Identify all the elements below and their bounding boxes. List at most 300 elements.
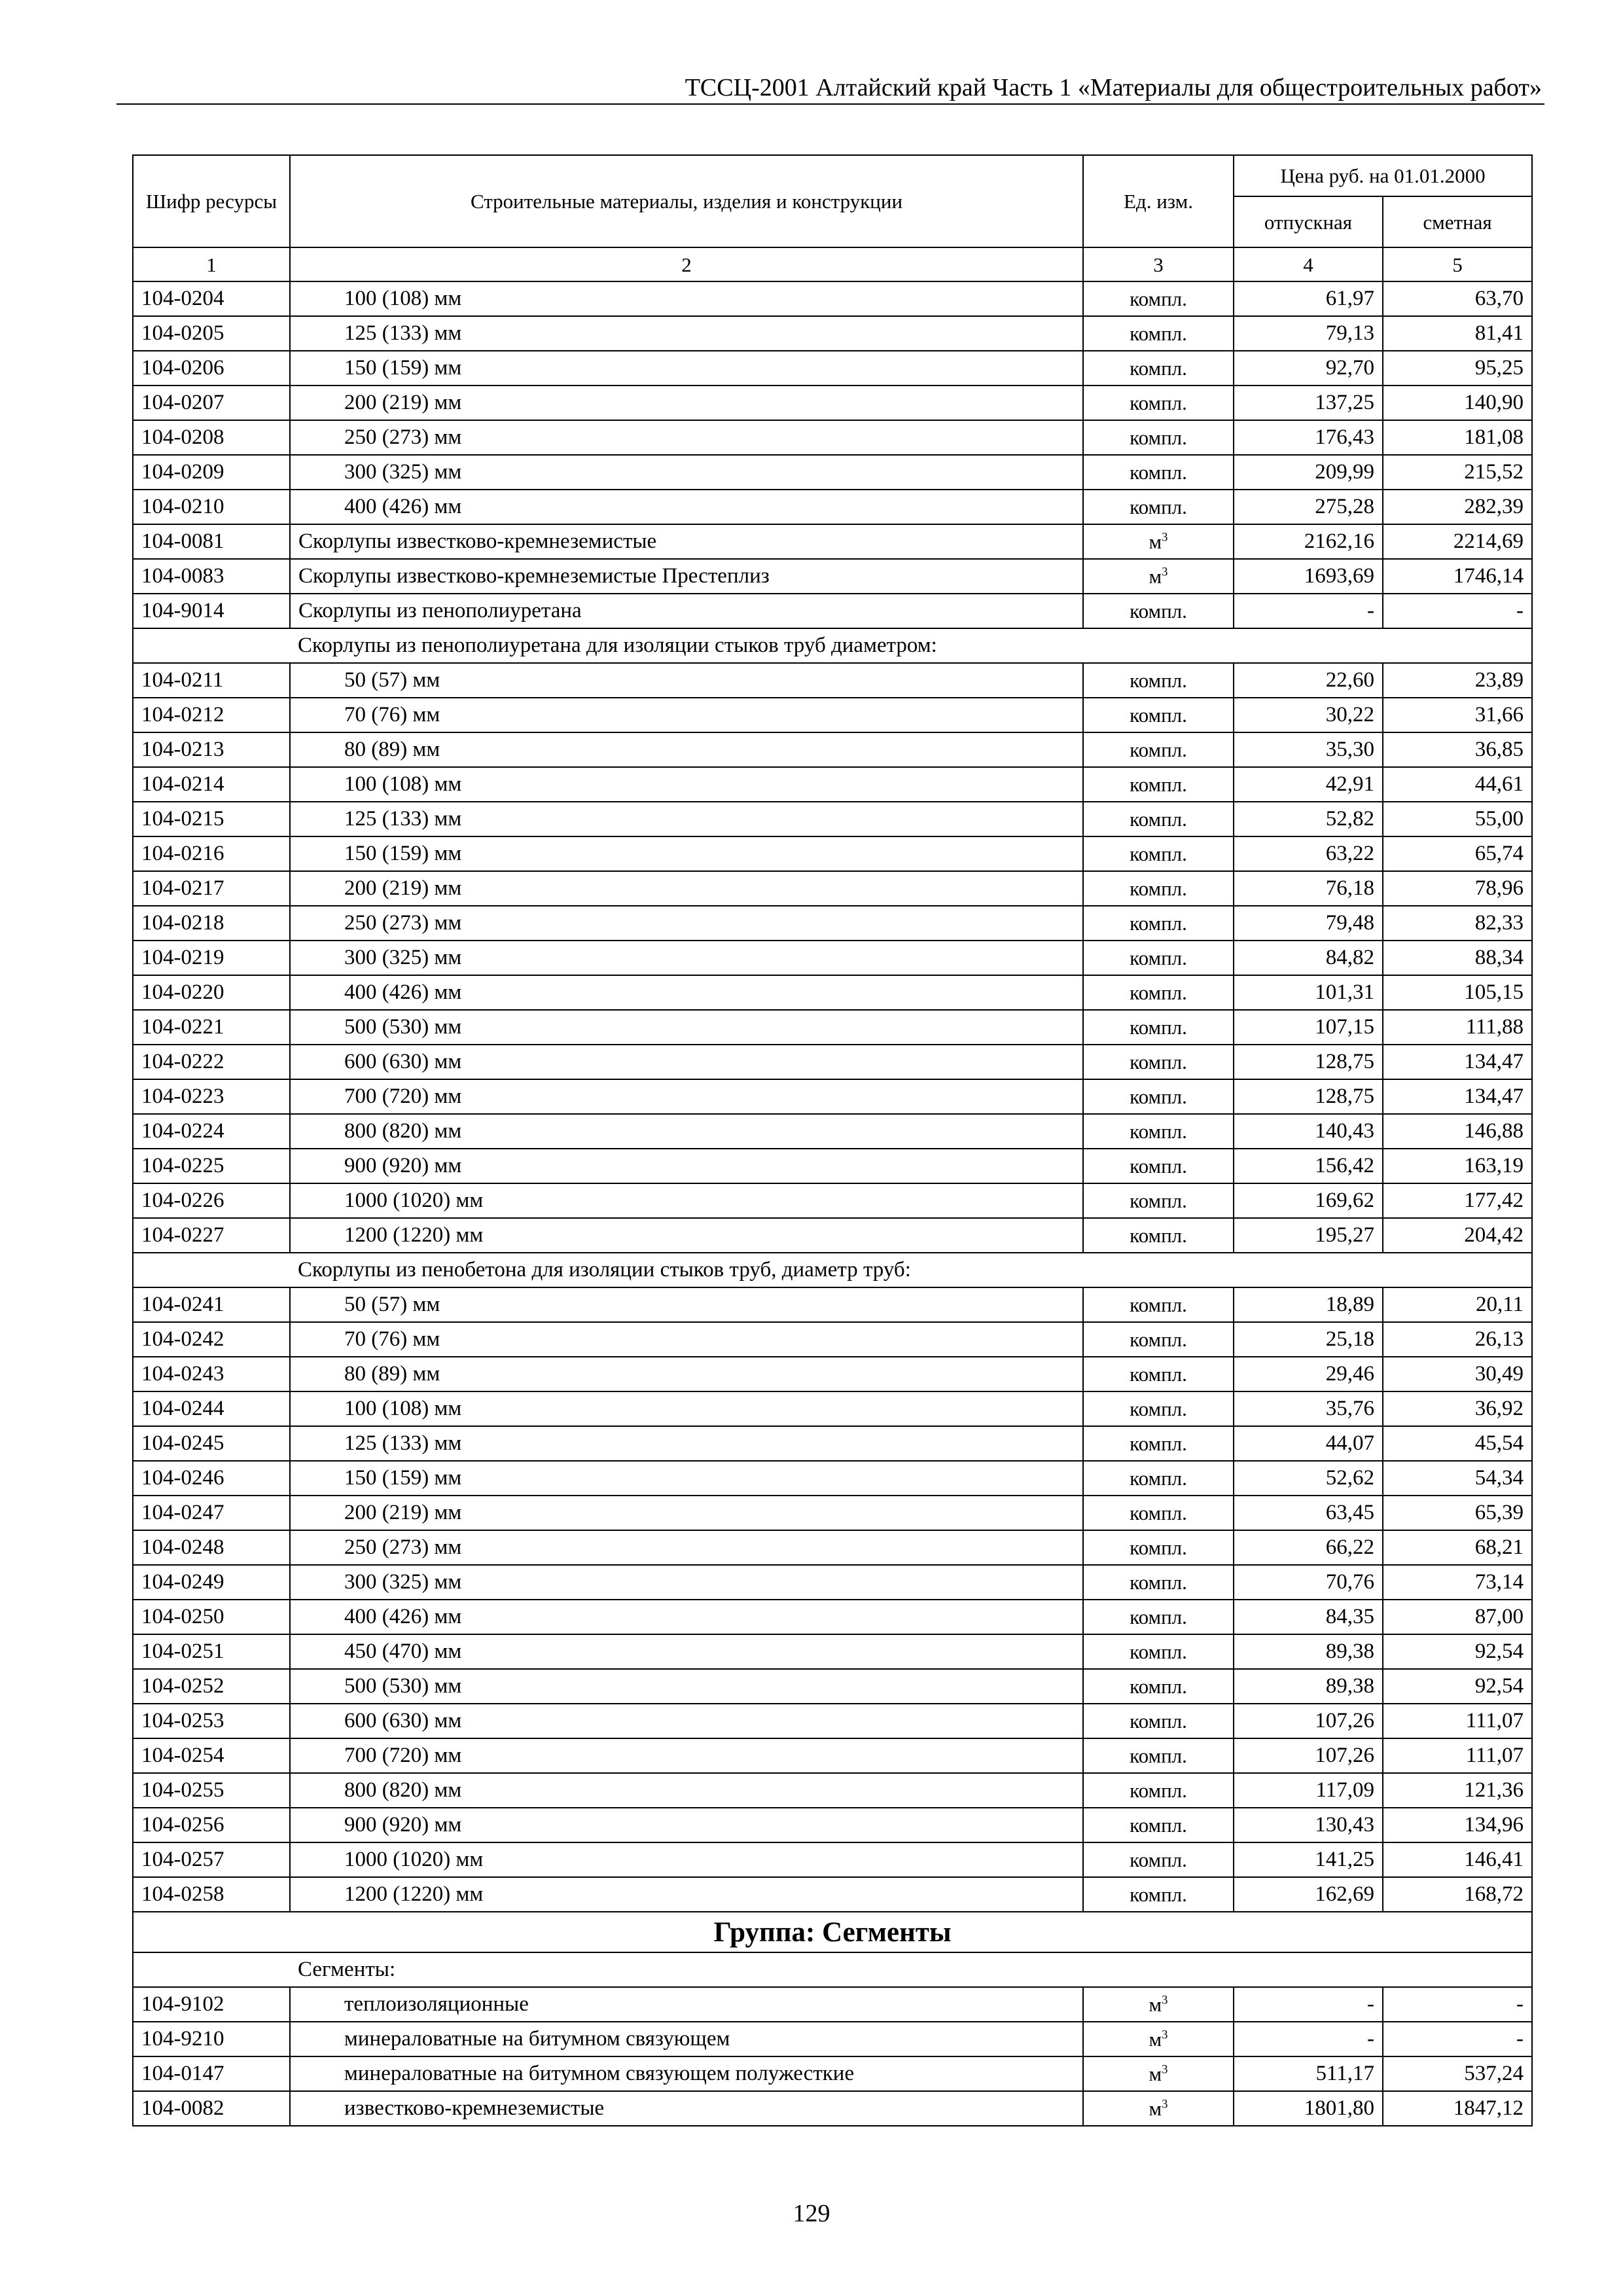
unit-label: м xyxy=(1149,2028,1162,2051)
resource-code: 104-0241 xyxy=(133,1287,290,1322)
resource-code: 104-0222 xyxy=(133,1045,290,1079)
group-heading: Группа: Сегменты xyxy=(133,1912,1532,1952)
unit-cell xyxy=(1083,1877,1234,1912)
release-price: 18,89 xyxy=(1234,1287,1383,1322)
resource-code: 104-0211 xyxy=(133,663,290,698)
col-number: 2 xyxy=(290,247,1083,281)
estimate-price: 30,49 xyxy=(1383,1357,1532,1391)
material-name: 200 (219) мм xyxy=(290,1496,1083,1530)
group-row xyxy=(133,1912,1532,1952)
resource-code: 104-0205 xyxy=(133,316,290,351)
estimate-price: 92,54 xyxy=(1383,1669,1532,1704)
resource-code: 104-0218 xyxy=(133,906,290,941)
estimate-price: 92,54 xyxy=(1383,1634,1532,1669)
unit-label: компл. xyxy=(1130,357,1187,380)
material-name: 200 (219) мм xyxy=(290,871,1083,906)
resource-code: 104-0216 xyxy=(133,836,290,871)
table-row xyxy=(133,524,1532,559)
table-row xyxy=(133,941,1532,975)
unit-label: компл. xyxy=(1130,1432,1187,1455)
unit-cell xyxy=(1083,559,1234,594)
release-price: 169,62 xyxy=(1234,1183,1383,1218)
material-name: 50 (57) мм xyxy=(290,1287,1083,1322)
unit-cell xyxy=(1083,1426,1234,1461)
release-price: 176,43 xyxy=(1234,420,1383,455)
material-name: 100 (108) мм xyxy=(290,1391,1083,1426)
table-row xyxy=(133,490,1532,524)
unit-label: компл. xyxy=(1130,1224,1187,1247)
resource-code: 104-0214 xyxy=(133,767,290,802)
estimate-price: 81,41 xyxy=(1383,316,1532,351)
unit-label: м xyxy=(1149,565,1162,588)
material-name: минераловатные на битумном связующем полужесткие xyxy=(290,2056,1083,2091)
material-name: 250 (273) мм xyxy=(290,420,1083,455)
resource-code: 104-0243 xyxy=(133,1357,290,1391)
unit-label: компл. xyxy=(1130,1779,1187,1802)
unit-label: компл. xyxy=(1130,1085,1187,1108)
release-price: 79,13 xyxy=(1234,316,1383,351)
material-name: 125 (133) мм xyxy=(290,1426,1083,1461)
estimate-price: 111,07 xyxy=(1383,1704,1532,1738)
estimate-price: 65,39 xyxy=(1383,1496,1532,1530)
material-name: 80 (89) мм xyxy=(290,732,1083,767)
estimate-price: 134,47 xyxy=(1383,1045,1532,1079)
section-row xyxy=(133,628,1532,663)
table-row xyxy=(133,663,1532,698)
material-name: известково-кремнеземистые xyxy=(290,2091,1083,2126)
unit-cell xyxy=(1083,281,1234,316)
estimate-price: - xyxy=(1383,594,1532,628)
release-price: - xyxy=(1234,594,1383,628)
unit-cell xyxy=(1083,1530,1234,1565)
table-row xyxy=(133,975,1532,1010)
estimate-price: 204,42 xyxy=(1383,1218,1532,1253)
table-row xyxy=(133,1045,1532,1079)
unit-label: компл. xyxy=(1130,1363,1187,1386)
resource-code: 104-0082 xyxy=(133,2091,290,2126)
table-row xyxy=(133,1808,1532,1842)
table-row xyxy=(133,1079,1532,1114)
header-rule xyxy=(116,103,1544,105)
unit-cell xyxy=(1083,1987,1234,2022)
table-row xyxy=(133,559,1532,594)
estimate-price: 82,33 xyxy=(1383,906,1532,941)
estimate-price: 121,36 xyxy=(1383,1773,1532,1808)
table-row xyxy=(133,1114,1532,1149)
release-price: 66,22 xyxy=(1234,1530,1383,1565)
estimate-price: 36,92 xyxy=(1383,1391,1532,1426)
unit-cell xyxy=(1083,941,1234,975)
release-price: 130,43 xyxy=(1234,1808,1383,1842)
resource-code: 104-0209 xyxy=(133,455,290,490)
section-row xyxy=(133,1952,1532,1987)
unit-label: компл. xyxy=(1130,1155,1187,1177)
material-name: 1000 (1020) мм xyxy=(290,1183,1083,1218)
table-row xyxy=(133,2056,1532,2091)
release-price: 195,27 xyxy=(1234,1218,1383,1253)
resource-code: 104-9210 xyxy=(133,2022,290,2056)
table-row xyxy=(133,2022,1532,2056)
unit-label: компл. xyxy=(1130,1050,1187,1073)
release-price: 275,28 xyxy=(1234,490,1383,524)
material-name: 400 (426) мм xyxy=(290,975,1083,1010)
material-name: 70 (76) мм xyxy=(290,698,1083,732)
estimate-price: 54,34 xyxy=(1383,1461,1532,1496)
unit-cell xyxy=(1083,698,1234,732)
unit-label: компл. xyxy=(1130,1883,1187,1906)
unit-label: компл. xyxy=(1130,1397,1187,1420)
release-price: 63,45 xyxy=(1234,1496,1383,1530)
unit-cell xyxy=(1083,1218,1234,1253)
release-price: 76,18 xyxy=(1234,871,1383,906)
table-row xyxy=(133,1987,1532,2022)
unit-cell xyxy=(1083,1461,1234,1496)
col-number: 4 xyxy=(1234,247,1383,281)
unit-label: компл. xyxy=(1130,1293,1187,1316)
unit-cell xyxy=(1083,1010,1234,1045)
unit-cell xyxy=(1083,1565,1234,1600)
estimate-price: 140,90 xyxy=(1383,386,1532,420)
estimate-price: - xyxy=(1383,1987,1532,2022)
unit-label: компл. xyxy=(1130,669,1187,692)
table-row xyxy=(133,1183,1532,1218)
unit-label: компл. xyxy=(1130,391,1187,414)
material-name: 400 (426) мм xyxy=(290,490,1083,524)
unit-label: компл. xyxy=(1130,322,1187,345)
resource-code: 104-0258 xyxy=(133,1877,290,1912)
material-name: Скорлупы известково-кремнеземистые Престеплиз xyxy=(290,559,1083,594)
release-price: 44,07 xyxy=(1234,1426,1383,1461)
table-row xyxy=(133,281,1532,316)
estimate-price: 87,00 xyxy=(1383,1600,1532,1634)
resource-code: 104-0215 xyxy=(133,802,290,836)
resource-code: 104-0206 xyxy=(133,351,290,386)
head-unit: Ед. изм. xyxy=(1083,155,1234,247)
resource-code: 104-0252 xyxy=(133,1669,290,1704)
unit-cell xyxy=(1083,1287,1234,1322)
material-name: 1200 (1220) мм xyxy=(290,1877,1083,1912)
table-row xyxy=(133,1391,1532,1426)
unit-label: компл. xyxy=(1130,1675,1187,1698)
release-price: 35,76 xyxy=(1234,1391,1383,1426)
unit-label: компл. xyxy=(1130,461,1187,484)
material-name: 250 (273) мм xyxy=(290,1530,1083,1565)
release-price: 128,75 xyxy=(1234,1045,1383,1079)
unit-cell xyxy=(1083,975,1234,1010)
unit-label: компл. xyxy=(1130,704,1187,726)
table-row xyxy=(133,1357,1532,1391)
release-price: 63,22 xyxy=(1234,836,1383,871)
release-price: 511,17 xyxy=(1234,2056,1383,2091)
resource-code: 104-0256 xyxy=(133,1808,290,1842)
page-number: 129 xyxy=(793,2200,830,2227)
resource-code: 104-0253 xyxy=(133,1704,290,1738)
unit-exponent: 3 xyxy=(1162,2028,1168,2042)
release-price: 79,48 xyxy=(1234,906,1383,941)
table-row xyxy=(133,906,1532,941)
release-price: 141,25 xyxy=(1234,1842,1383,1877)
unit-exponent: 3 xyxy=(1162,2097,1168,2111)
head-code: Шифр ресурсы xyxy=(133,155,290,247)
material-name: 100 (108) мм xyxy=(290,767,1083,802)
table-row xyxy=(133,732,1532,767)
unit-cell xyxy=(1083,594,1234,628)
resource-code: 104-0208 xyxy=(133,420,290,455)
unit-cell xyxy=(1083,1114,1234,1149)
unit-label: м xyxy=(1149,1993,1162,2016)
unit-cell xyxy=(1083,836,1234,871)
estimate-price: 20,11 xyxy=(1383,1287,1532,1322)
material-name: 500 (530) мм xyxy=(290,1669,1083,1704)
estimate-price: 215,52 xyxy=(1383,455,1532,490)
resource-code: 104-0246 xyxy=(133,1461,290,1496)
table-row xyxy=(133,2091,1532,2126)
resource-code: 104-0257 xyxy=(133,1842,290,1877)
table-row xyxy=(133,698,1532,732)
unit-cell xyxy=(1083,1634,1234,1669)
estimate-price: 111,88 xyxy=(1383,1010,1532,1045)
unit-exponent: 3 xyxy=(1162,565,1168,579)
release-price: 2162,16 xyxy=(1234,524,1383,559)
unit-label: компл. xyxy=(1130,1640,1187,1663)
unit-label: компл. xyxy=(1130,808,1187,831)
material-name: 150 (159) мм xyxy=(290,836,1083,871)
estimate-price: 134,47 xyxy=(1383,1079,1532,1114)
unit-cell xyxy=(1083,1773,1234,1808)
unit-cell xyxy=(1083,906,1234,941)
estimate-price: 181,08 xyxy=(1383,420,1532,455)
estimate-price: 111,07 xyxy=(1383,1738,1532,1773)
unit-exponent: 3 xyxy=(1162,530,1168,545)
estimate-price: 26,13 xyxy=(1383,1322,1532,1357)
release-price: 107,26 xyxy=(1234,1704,1383,1738)
release-price: - xyxy=(1234,1987,1383,2022)
release-price: 61,97 xyxy=(1234,281,1383,316)
release-price: 107,26 xyxy=(1234,1738,1383,1773)
resource-code: 104-0242 xyxy=(133,1322,290,1357)
unit-cell xyxy=(1083,490,1234,524)
unit-cell xyxy=(1083,386,1234,420)
unit-label: м xyxy=(1149,530,1162,553)
material-name: 80 (89) мм xyxy=(290,1357,1083,1391)
unit-label: компл. xyxy=(1130,426,1187,449)
estimate-price: - xyxy=(1383,2022,1532,2056)
resource-code: 104-0224 xyxy=(133,1114,290,1149)
release-price: 209,99 xyxy=(1234,455,1383,490)
estimate-price: 45,54 xyxy=(1383,1426,1532,1461)
unit-label: компл. xyxy=(1130,981,1187,1004)
head-name: Строительные материалы, изделия и конструкции xyxy=(290,155,1083,247)
unit-cell xyxy=(1083,1079,1234,1114)
unit-label: компл. xyxy=(1130,1467,1187,1490)
table-row xyxy=(133,767,1532,802)
unit-label: компл. xyxy=(1130,1328,1187,1351)
resource-code: 104-9102 xyxy=(133,1987,290,2022)
material-name: 700 (720) мм xyxy=(290,1079,1083,1114)
table-row xyxy=(133,1530,1532,1565)
table-head xyxy=(133,155,1532,281)
unit-label: компл. xyxy=(1130,287,1187,310)
table-row xyxy=(133,386,1532,420)
release-price: 117,09 xyxy=(1234,1773,1383,1808)
running-header: ТССЦ-2001 Алтайский край Часть 1 «Материалы для общестроительных работ» xyxy=(685,74,1542,101)
unit-cell xyxy=(1083,2056,1234,2091)
unit-cell xyxy=(1083,1322,1234,1357)
head-price: Цена руб. на 01.01.2000 xyxy=(1234,155,1532,196)
estimate-price: 23,89 xyxy=(1383,663,1532,698)
unit-label: компл. xyxy=(1130,946,1187,969)
table-row xyxy=(133,836,1532,871)
unit-cell xyxy=(1083,455,1234,490)
resource-code: 104-0219 xyxy=(133,941,290,975)
table-row xyxy=(133,1322,1532,1357)
unit-cell xyxy=(1083,316,1234,351)
estimate-price: 78,96 xyxy=(1383,871,1532,906)
estimate-price: 282,39 xyxy=(1383,490,1532,524)
resource-code: 104-0248 xyxy=(133,1530,290,1565)
unit-cell xyxy=(1083,732,1234,767)
resource-code: 104-0221 xyxy=(133,1010,290,1045)
unit-label: м xyxy=(1149,2062,1162,2085)
head-estimate: сметная xyxy=(1383,196,1532,247)
resource-code: 104-0207 xyxy=(133,386,290,420)
estimate-price: 36,85 xyxy=(1383,732,1532,767)
resource-code: 104-0225 xyxy=(133,1149,290,1183)
release-price: 137,25 xyxy=(1234,386,1383,420)
table-row xyxy=(133,1773,1532,1808)
material-name: 1000 (1020) мм xyxy=(290,1842,1083,1877)
section-heading: Скорлупы из пенобетона для изоляции стыков труб, диаметр труб: xyxy=(290,1253,1532,1287)
material-name: 400 (426) мм xyxy=(290,1600,1083,1634)
unit-label: компл. xyxy=(1130,912,1187,935)
head-release: отпускная xyxy=(1234,196,1383,247)
table-row xyxy=(133,1634,1532,1669)
estimate-price: 63,70 xyxy=(1383,281,1532,316)
unit-exponent: 3 xyxy=(1162,1993,1168,2007)
release-price: 22,60 xyxy=(1234,663,1383,698)
resource-code: 104-0147 xyxy=(133,2056,290,2091)
unit-label: компл. xyxy=(1130,1605,1187,1628)
unit-label: компл. xyxy=(1130,1571,1187,1594)
estimate-price: 1847,12 xyxy=(1383,2091,1532,2126)
unit-cell xyxy=(1083,663,1234,698)
estimate-price: 95,25 xyxy=(1383,351,1532,386)
material-name: 125 (133) мм xyxy=(290,316,1083,351)
material-name: 800 (820) мм xyxy=(290,1114,1083,1149)
section-heading: Скорлупы из пенополиуретана для изоляции стыков труб диаметром: xyxy=(290,628,1532,663)
resource-code: 104-0204 xyxy=(133,281,290,316)
estimate-price: 146,88 xyxy=(1383,1114,1532,1149)
estimate-price: 134,96 xyxy=(1383,1808,1532,1842)
estimate-price: 177,42 xyxy=(1383,1183,1532,1218)
material-name: 300 (325) мм xyxy=(290,1565,1083,1600)
resource-code: 104-0217 xyxy=(133,871,290,906)
unit-cell xyxy=(1083,1704,1234,1738)
section-row xyxy=(133,1253,1532,1287)
table-row xyxy=(133,1426,1532,1461)
table-row xyxy=(133,871,1532,906)
material-name: 700 (720) мм xyxy=(290,1738,1083,1773)
estimate-price: 1746,14 xyxy=(1383,559,1532,594)
resource-code: 104-0245 xyxy=(133,1426,290,1461)
release-price: 107,15 xyxy=(1234,1010,1383,1045)
material-name: 150 (159) мм xyxy=(290,351,1083,386)
unit-label: компл. xyxy=(1130,1189,1187,1212)
table-row xyxy=(133,1461,1532,1496)
resource-code: 104-0226 xyxy=(133,1183,290,1218)
section-code-empty xyxy=(133,1253,290,1287)
material-name: 200 (219) мм xyxy=(290,386,1083,420)
material-name: 250 (273) мм xyxy=(290,906,1083,941)
unit-cell xyxy=(1083,524,1234,559)
estimate-price: 146,41 xyxy=(1383,1842,1532,1877)
table-row xyxy=(133,316,1532,351)
table-row xyxy=(133,351,1532,386)
table-row xyxy=(133,1218,1532,1253)
resource-code: 104-0255 xyxy=(133,1773,290,1808)
material-name: Скорлупы из пенополиуретана xyxy=(290,594,1083,628)
release-price: 1693,69 xyxy=(1234,559,1383,594)
resource-code: 104-0220 xyxy=(133,975,290,1010)
material-name: 100 (108) мм xyxy=(290,281,1083,316)
unit-cell xyxy=(1083,802,1234,836)
unit-label: компл. xyxy=(1130,1848,1187,1871)
release-price: 52,82 xyxy=(1234,802,1383,836)
release-price: 52,62 xyxy=(1234,1461,1383,1496)
resource-code: 104-0083 xyxy=(133,559,290,594)
material-name: 800 (820) мм xyxy=(290,1773,1083,1808)
unit-cell xyxy=(1083,2022,1234,2056)
table-row xyxy=(133,1738,1532,1773)
material-name: 150 (159) мм xyxy=(290,1461,1083,1496)
section-code-empty xyxy=(133,1952,290,1987)
unit-label: компл. xyxy=(1130,1744,1187,1767)
resource-code: 104-0227 xyxy=(133,1218,290,1253)
resource-code: 104-0212 xyxy=(133,698,290,732)
table-row xyxy=(133,1877,1532,1912)
unit-label: компл. xyxy=(1130,1120,1187,1143)
unit-exponent: 3 xyxy=(1162,2062,1168,2077)
resource-code: 104-0210 xyxy=(133,490,290,524)
release-price: 89,38 xyxy=(1234,1634,1383,1669)
estimate-price: 44,61 xyxy=(1383,767,1532,802)
release-price: 89,38 xyxy=(1234,1669,1383,1704)
table-row xyxy=(133,1287,1532,1322)
unit-label: компл. xyxy=(1130,773,1187,796)
estimate-price: 55,00 xyxy=(1383,802,1532,836)
table-row xyxy=(133,1496,1532,1530)
section-heading: Сегменты: xyxy=(290,1952,1532,1987)
table-row xyxy=(133,1669,1532,1704)
unit-label: компл. xyxy=(1130,600,1187,622)
release-price: 92,70 xyxy=(1234,351,1383,386)
release-price: 162,69 xyxy=(1234,1877,1383,1912)
resource-code: 104-0213 xyxy=(133,732,290,767)
table-row xyxy=(133,1704,1532,1738)
unit-label: компл. xyxy=(1130,1710,1187,1732)
material-name: 450 (470) мм xyxy=(290,1634,1083,1669)
table-row xyxy=(133,802,1532,836)
material-name: 500 (530) мм xyxy=(290,1010,1083,1045)
table-row xyxy=(133,594,1532,628)
release-price: 128,75 xyxy=(1234,1079,1383,1114)
unit-label: компл. xyxy=(1130,1501,1187,1524)
release-price: 84,82 xyxy=(1234,941,1383,975)
material-name: 50 (57) мм xyxy=(290,663,1083,698)
resource-code: 104-0249 xyxy=(133,1565,290,1600)
release-price: 25,18 xyxy=(1234,1322,1383,1357)
unit-cell xyxy=(1083,1183,1234,1218)
